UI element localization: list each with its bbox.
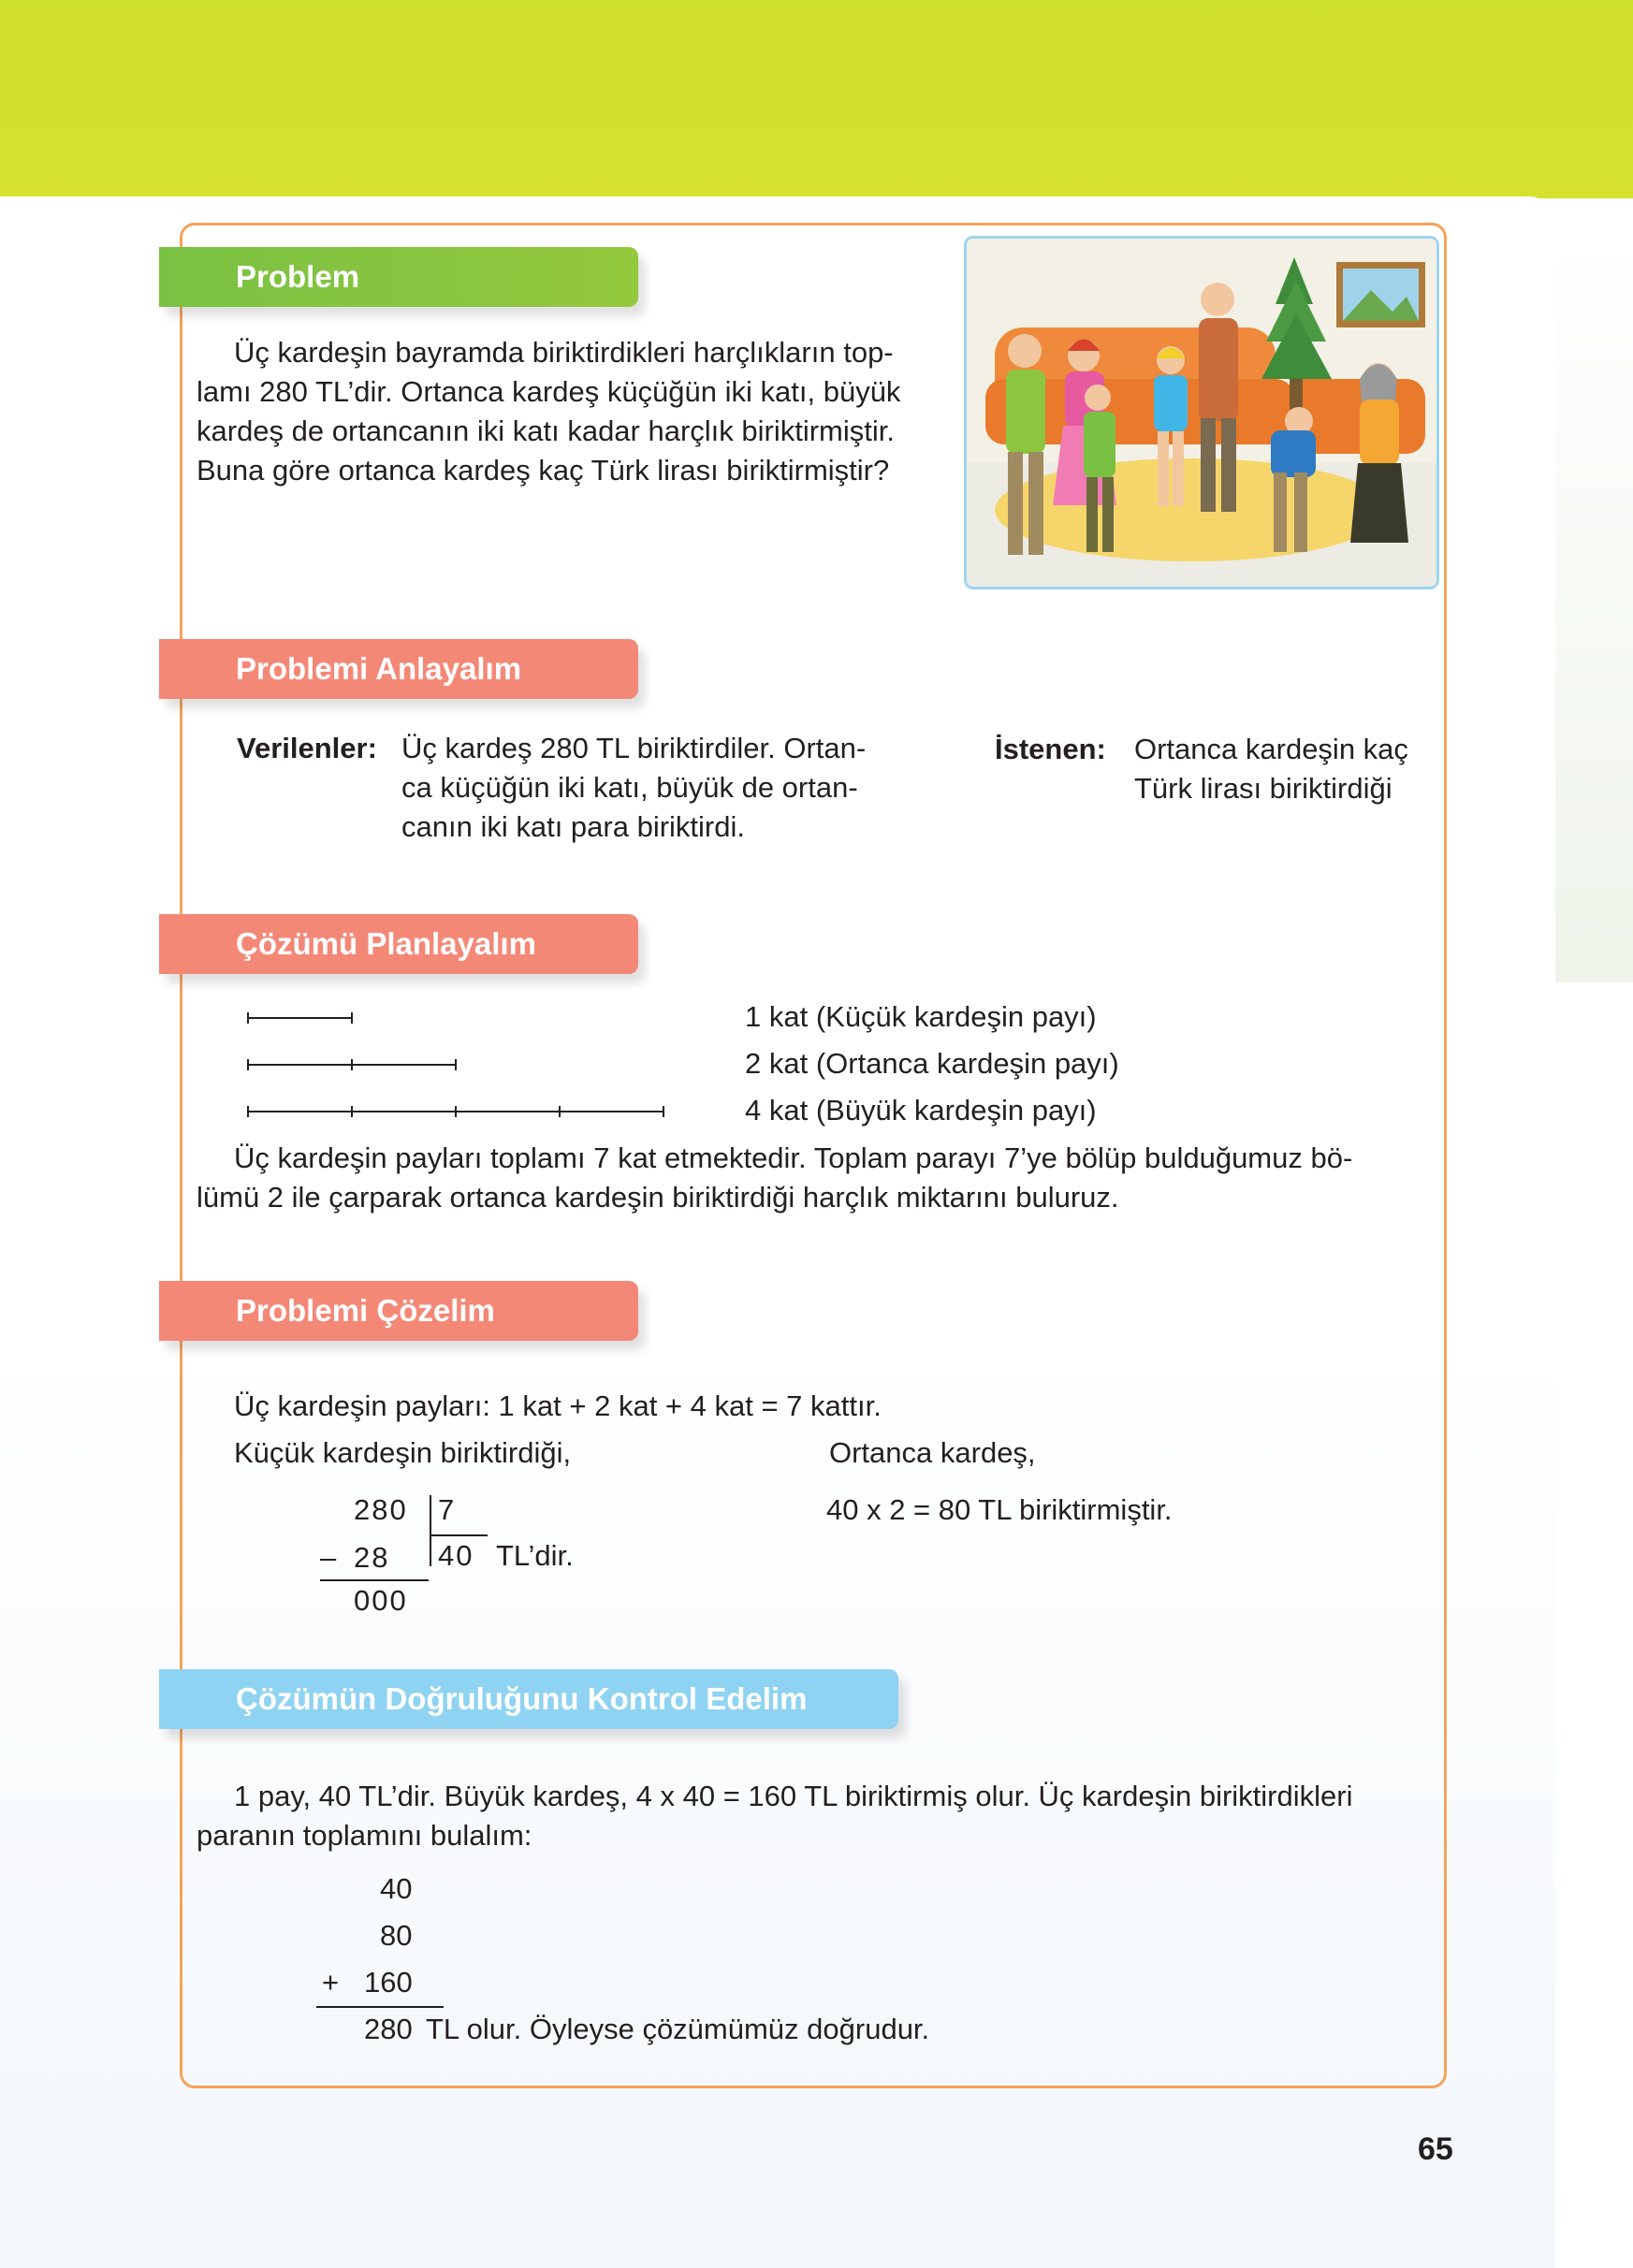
problem-line-3: kardeş de ortancanın iki katı kadar harçlık biriktirmiştir. (197, 414, 895, 447)
family-illustration (964, 236, 1439, 589)
understand-heading: Problemi Anlayalım (159, 639, 638, 699)
division-quotient: 40 (438, 1539, 474, 1572)
family-bayram-image (967, 239, 1436, 587)
segment-bars (239, 1001, 678, 1123)
problem-line-1: Üç kardeşin bayramda biriktirdikleri harçlıkların top- (234, 336, 894, 369)
plan-text-1: Üç kardeşin payları toplamı 7 kat etmektedir. Toplam parayı 7’ye bölüp bulduğumuz bö- (234, 1141, 1353, 1174)
plan-heading: Çözümü Planlayalım (159, 914, 638, 974)
side-margin (1555, 234, 1633, 982)
bar-label-3: 4 kat (Büyük kardeşin payı) (745, 1094, 1097, 1127)
plan-text-2: lümü 2 ile çarparak ortanca kardeşin biriktirdiği harçlık miktarını buluruz. (197, 1181, 1119, 1214)
middle-sibling-label: Ortanca kardeş, (829, 1436, 1036, 1469)
asked-label: İstenen: (995, 733, 1106, 765)
division-minus-sign: – (320, 1541, 337, 1574)
check-text-1: 1 pay, 40 TL’dir. Büyük kardeş, 4 x 40 = 160 TL biriktirmiş olur. Üç kardeşin biriktirdikleri (234, 1780, 1353, 1812)
check-text-2: paranın toplamını bulalım: (197, 1819, 532, 1852)
given-line-3: canın iki katı para biriktirdi. (401, 810, 745, 843)
solve-line-1: Üç kardeşin payları: 1 kat + 2 kat + 4 kat = 7 kattır. (234, 1389, 882, 1422)
addend-3: 160 (364, 1966, 413, 1999)
given-line-1: Üç kardeş 280 TL biriktirdiler. Ortan- (401, 732, 867, 764)
division-subtract: 28 (354, 1541, 390, 1574)
addend-2: 80 (380, 1919, 413, 1952)
addend-1: 40 (380, 1872, 413, 1905)
check-heading: Çözümün Doğruluğunu Kontrol Edelim (159, 1669, 898, 1729)
middle-calc: 40 x 2 = 80 TL biriktirmiştir. (826, 1493, 1173, 1526)
given-label: Verilenler: (237, 732, 377, 764)
plus-sign: + (322, 1966, 340, 1999)
division-remainder: 000 (354, 1584, 408, 1617)
page-number: 65 (1418, 2131, 1453, 2167)
given-line-2: ca küçüğün iki katı, büyük de ortan- (401, 771, 858, 804)
top-color-band (0, 0, 1633, 198)
division-divisor: 7 (438, 1493, 457, 1526)
sum-line (316, 2006, 444, 2008)
small-sibling-label: Küçük kardeşin biriktirdiği, (234, 1436, 572, 1469)
asked-line-1: Ortanca kardeşin kaç (1134, 733, 1408, 765)
division-unit: TL’dir. (496, 1539, 574, 1572)
sum-result: 280 (364, 2013, 413, 2045)
problem-line-2: lamı 280 TL’dir. Ortanca kardeş küçüğün iki katı, büyük (197, 375, 901, 408)
asked-line-2: Türk lirası biriktirdiği (1134, 772, 1392, 805)
sum-result-text: TL olur. Öyleyse çözümümüz doğrudur. (426, 2013, 930, 2045)
bar-label-2: 2 kat (Ortanca kardeşin payı) (745, 1047, 1119, 1080)
division-bar-vertical (430, 1495, 431, 1566)
solve-heading: Problemi Çözelim (159, 1281, 638, 1341)
problem-line-4: Buna göre ortanca kardeş kaç Türk lirası biriktirmiştir? (197, 454, 890, 487)
bar-label-1: 1 kat (Küçük kardeşin payı) (745, 1000, 1097, 1033)
division-dividend: 280 (354, 1493, 408, 1526)
problem-heading: Problem (159, 247, 638, 307)
